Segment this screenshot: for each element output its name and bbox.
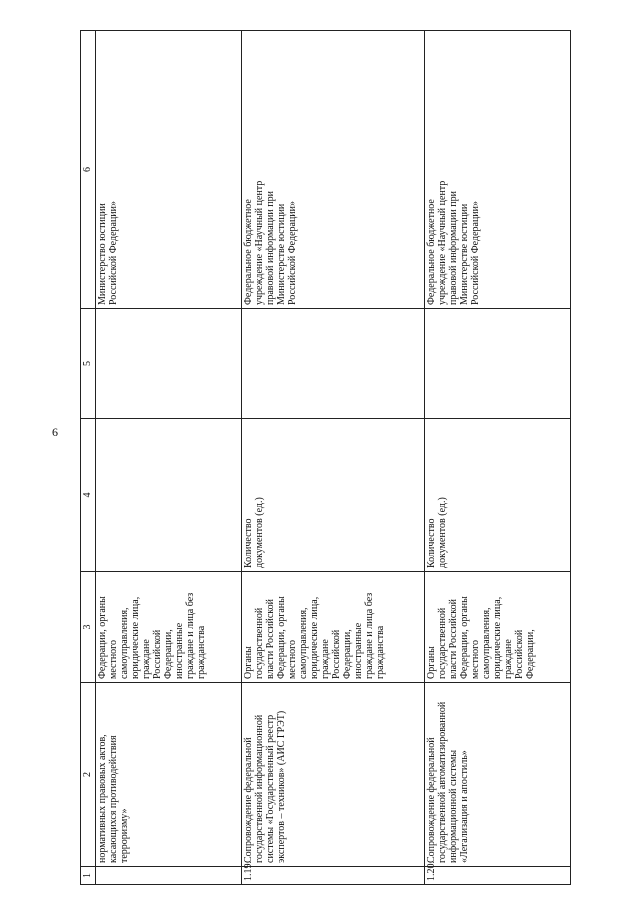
executor: Федеральное бюджетное учреждение «Научный центр правовой информации при Министерстве юстиции Российской Федерации» (242, 31, 425, 309)
header-row (81, 31, 96, 885)
column-header: 3 (81, 572, 96, 683)
table-row (425, 31, 571, 885)
row-number: 1.19. (242, 867, 425, 885)
column-header: 4 (81, 419, 96, 572)
row-number: 1.20. (425, 867, 571, 885)
table-row (96, 31, 242, 885)
page-number: 6 (52, 425, 58, 439)
measures-table (80, 30, 571, 885)
measure-name: нормативных правовых актов, касающихся противодействия терроризму» (96, 683, 242, 867)
column-5-cell (242, 309, 425, 419)
column-header: 2 (81, 683, 96, 867)
row-number (96, 867, 242, 885)
indicator (96, 419, 242, 572)
recipients: Федерации, органы местного самоуправления, юридические лица, граждане Российской Федерации, иностранные граждане и лица без гражданства (96, 572, 242, 683)
executor: Федеральное бюджетное учреждение «Научный центр правовой информации при Министерстве юстиции Российской Федерации» (425, 31, 571, 309)
table-row (242, 31, 425, 885)
column-5-cell (425, 309, 571, 419)
column-header: 1 (81, 867, 96, 885)
measure-name: Сопровождение федеральной государственной автоматизированной информационной системы «Легализация и апостиль» (425, 683, 571, 867)
recipients: Органы государственной власти Российской Федерации, органы местного самоуправления, юридические лица, граждане Российской Федерации, иностранные граждане и лица без гражданства (242, 572, 425, 683)
column-header: 6 (81, 31, 96, 309)
column-5-cell (96, 309, 242, 419)
indicator: Количество документов (ед.) (425, 419, 571, 572)
indicator: Количество документов (ед.) (242, 419, 425, 572)
recipients: Органы государственной власти Российской Федерации, органы местного самоуправления, юридические лица, граждане Российской Федерации, (425, 572, 571, 683)
executor: Министерство юстиции Российской Федерации» (96, 31, 242, 309)
measure-name: Сопровождение федеральной государственной информационной системы «Государственный реестр экспертов – техников» (АИС ГРЭТ) (242, 683, 425, 867)
rotated-table-sheet (80, 31, 563, 885)
column-header: 5 (81, 309, 96, 419)
